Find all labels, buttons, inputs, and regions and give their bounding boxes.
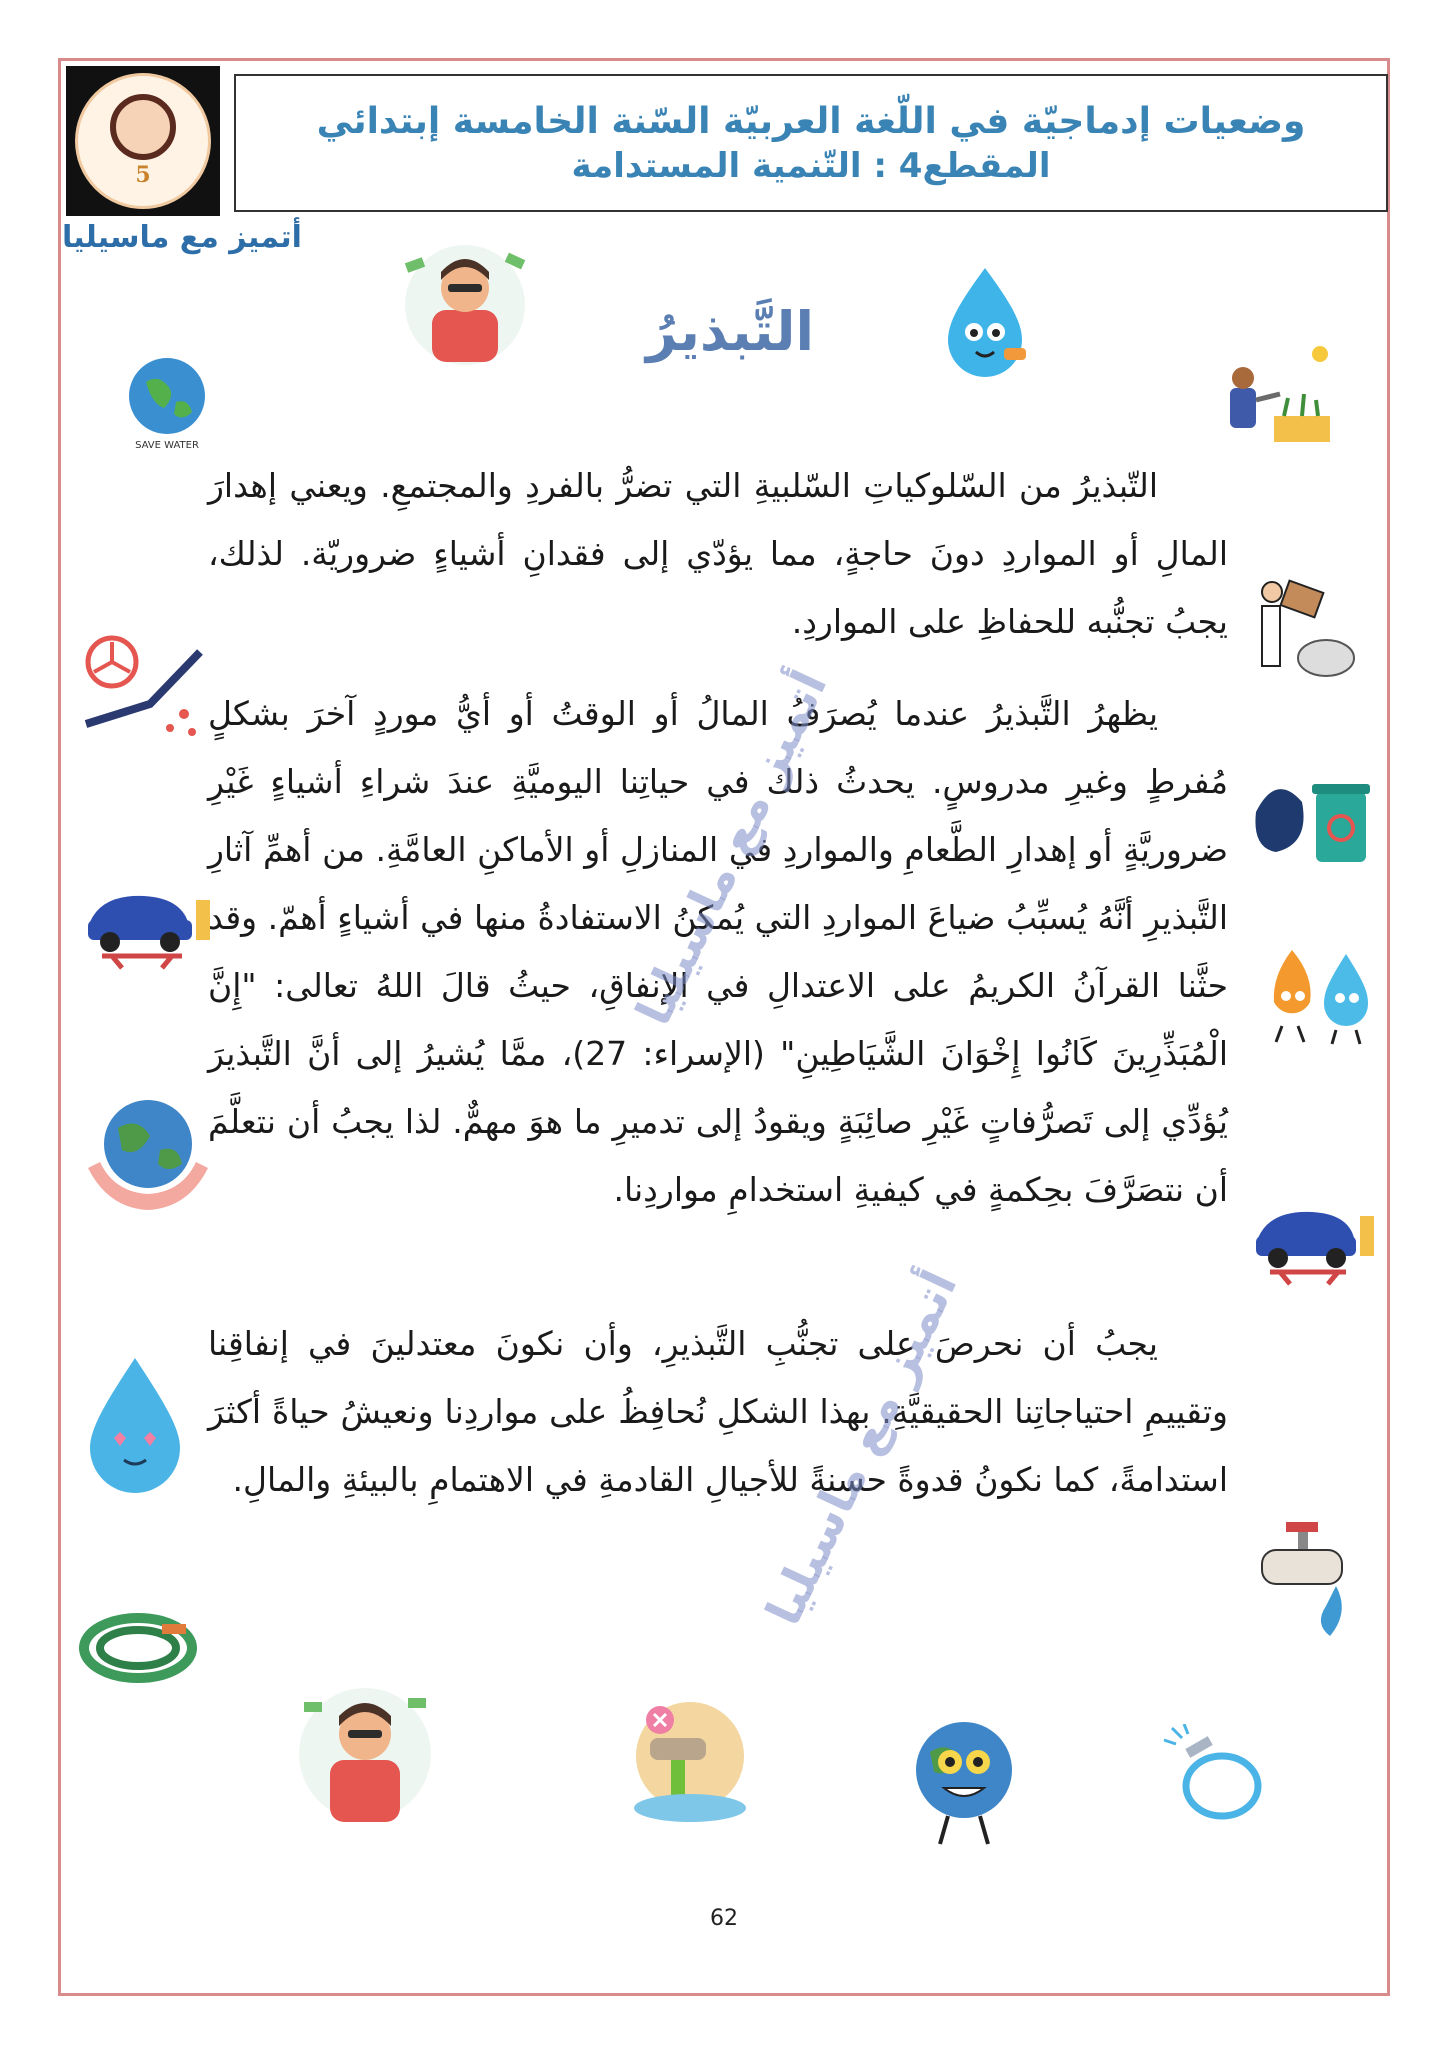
man-money-icon-2 <box>290 1672 440 1842</box>
header-box <box>234 74 1388 212</box>
paragraph-3 <box>208 1310 1228 1514</box>
water-hose-spray-icon <box>1162 1724 1274 1834</box>
paragraph-2 <box>208 680 1228 1224</box>
car-wash-icon <box>82 870 222 970</box>
happy-water-drop-icon <box>80 1354 190 1494</box>
earth-character-icon <box>904 1712 1024 1862</box>
paragraph-2-text: يظهرُ التَّبذيرُ عندما يُصرَفُ المالُ أو الوقتُ أو أيُّ موردٍ آخرَ بشكلٍ مُفرطٍ وغيرِ مدروسٍ. يحدثُ ذلك في حياتِنا اليوميَّةِ عندَ شراءِ أشياءٍ غَيْرِ ضروريَّةٍ أو إهدارِ الطَّعامِ والمواردِ في المنازلِ أو الأماكنِ العامَّةِ. من أهمِّ آثارِ التَّبذيرِ أنَّهُ يُسبِّبُ ضياعَ المواردِ التي يُمكنُ الاستفادةُ منها في أشياءٍ أهمّ. وقد حثَّنا القرآنُ الكريمُ على الاعتدالِ في الإنفاقِ، حيثُ قالَ اللهُ تعالى: "إِنَّ الْمُبَذِّرِينَ كَانُوا إِخْوَانَ الشَّيَاطِينِ" (الإسراء: 27)، ممَّا يُشيرُ إلى أنَّ التَّبذيرَ يُؤدِّي إلى تَصرُّفاتٍ غَيْرِ صائِبَةٍ ويقودُ إلى تدميرِ ما هوَ مهمٌّ. لذا يجبُ أن نتعلَّمَ أن نتصَرَّفَ بحِكمةٍ في كيفيةِ استخدامِ مواردِنا. <box>208 694 1228 1209</box>
garden-hose-icon <box>76 1604 200 1690</box>
paragraph-1 <box>208 452 1228 656</box>
brand-name: أتميز مع ماسيليا <box>62 220 302 255</box>
svg-text:SAVE WATER: SAVE WATER <box>135 440 199 451</box>
polluted-water-pipe-icon <box>620 1690 760 1830</box>
watermark: أتميز مع ماسيليا <box>625 662 839 1034</box>
fire-water-characters-icon <box>1262 930 1382 1050</box>
earth-in-hands-icon <box>78 1088 218 1218</box>
paragraph-1-text: التّبذيرُ من السّلوكياتِ السّلبيةِ التي تضرُّ بالفردِ والمجتمعِ. ويعني إهدارَ المالِ أو المواردِ دونَ حاجةٍ، مما يؤدّي إلى فقدانِ أشياءٍ ضروريّة. لذلك، يجبُ تجنُّبه للحفاظِ على المواردِ. <box>208 466 1228 641</box>
watering-plants-icon <box>1210 340 1340 450</box>
brand-logo <box>66 66 220 216</box>
paragraph-3-text: يجبُ أن نحرصَ على تجنُّبِ التَّبذيرِ، وأن نكونَ معتدلينَ في إنفاقِنا وتقييمِ احتياجاتِنا الحقيقيَّةِ. بهذا الشكلِ نُحافِظُ على مواردِنا ونعيشُ حياةً أكثرَ استدامةً، كما نكونُ قدوةً حسنةً للأجيالِ القادمةِ في الاهتمامِ بالبيئةِ والمالِ. <box>208 1324 1228 1499</box>
water-drop-character-icon <box>930 262 1040 382</box>
header-title: وضعيات إدماجيّة في اللّغة العربيّة السّنة الخامسة إبتدائي <box>316 100 1306 142</box>
man-money-icon <box>390 240 540 370</box>
broken-pipe-icon <box>80 632 220 762</box>
car-wash-icon-2 <box>1250 1186 1380 1286</box>
save-water-globe-icon <box>118 352 216 452</box>
page-number: 62 <box>710 1906 738 1931</box>
trash-dump-icon <box>1248 566 1358 684</box>
logo-girl-icon <box>110 94 176 160</box>
watermark: أتميز مع ماسيليا <box>755 1262 969 1634</box>
trash-bin-icon <box>1246 752 1376 872</box>
logo-number: 5 <box>135 162 151 188</box>
page-title: التَّبذيرُ <box>646 300 814 363</box>
logo-badge <box>75 73 211 209</box>
faucet-water-icon <box>1256 1516 1368 1646</box>
header-subtitle: المقطع4 : التّنمية المستدامة <box>571 145 1051 186</box>
